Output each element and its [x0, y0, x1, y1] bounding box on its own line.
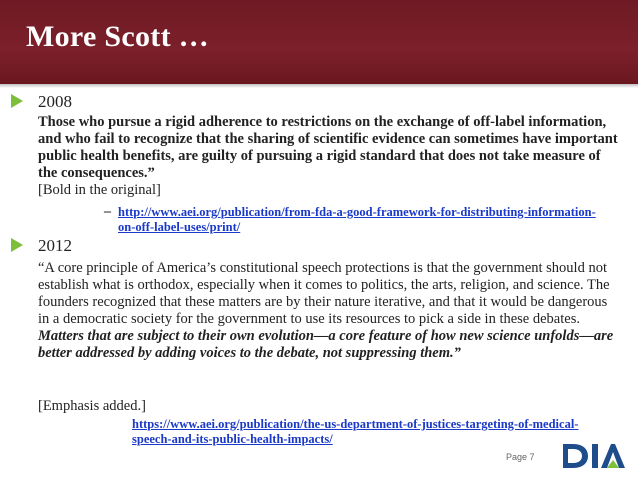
- aei-link-2008[interactable]: http://www.aei.org/publication/from-fda-a-good-framework-for-distributing-information-on-off-label-uses/print/: [118, 205, 596, 234]
- header-shadow: [0, 84, 638, 88]
- quote-2012-emphasis: Matters that are subject to their own evolution—a core feature of how new science unfolds—are better addressed by adding voices to the debate, not suppressing them.”: [38, 328, 614, 361]
- year-2012-label: 2012: [38, 236, 72, 255]
- bullet-arrow-icon: [11, 94, 23, 108]
- dash-marker: –: [104, 204, 111, 219]
- quote-2012-plain: “A core principle of America’s constitutional speech protections is that the government should not establish what is orthodox, especially when it comes to politics, the arts, religion, and science. The founders recognized that these matters are by their nature iterative, and that it would be dangerous in a democratic society for the government to use its resources to pick a side in these debates.: [38, 260, 610, 327]
- slide-header: [0, 0, 638, 84]
- dia-logo-icon: [560, 441, 630, 471]
- year-2008-label: 2008: [38, 92, 72, 111]
- slide-title: More Scott …: [26, 20, 209, 53]
- page-number: Page 7: [506, 452, 535, 462]
- aei-link-2012[interactable]: https://www.aei.org/publication/the-us-department-of-justices-targeting-of-medical-speech-and-its-public-health-impacts/: [132, 417, 579, 446]
- note-2012: [Emphasis added.]: [38, 398, 146, 414]
- note-2008: [Bold in the original]: [38, 182, 161, 198]
- quote-2008: Those who pursue a rigid adherence to restrictions on the exchange of off-label information, and who fail to recognize that the sharing of scientific evidence can sometimes have important public health benefits, are guilty of pursuing a rigid standard that does not take measure of the consequences.”: [38, 114, 618, 181]
- quote-2012: [38, 260, 616, 362]
- bullet-arrow-icon: [11, 238, 23, 252]
